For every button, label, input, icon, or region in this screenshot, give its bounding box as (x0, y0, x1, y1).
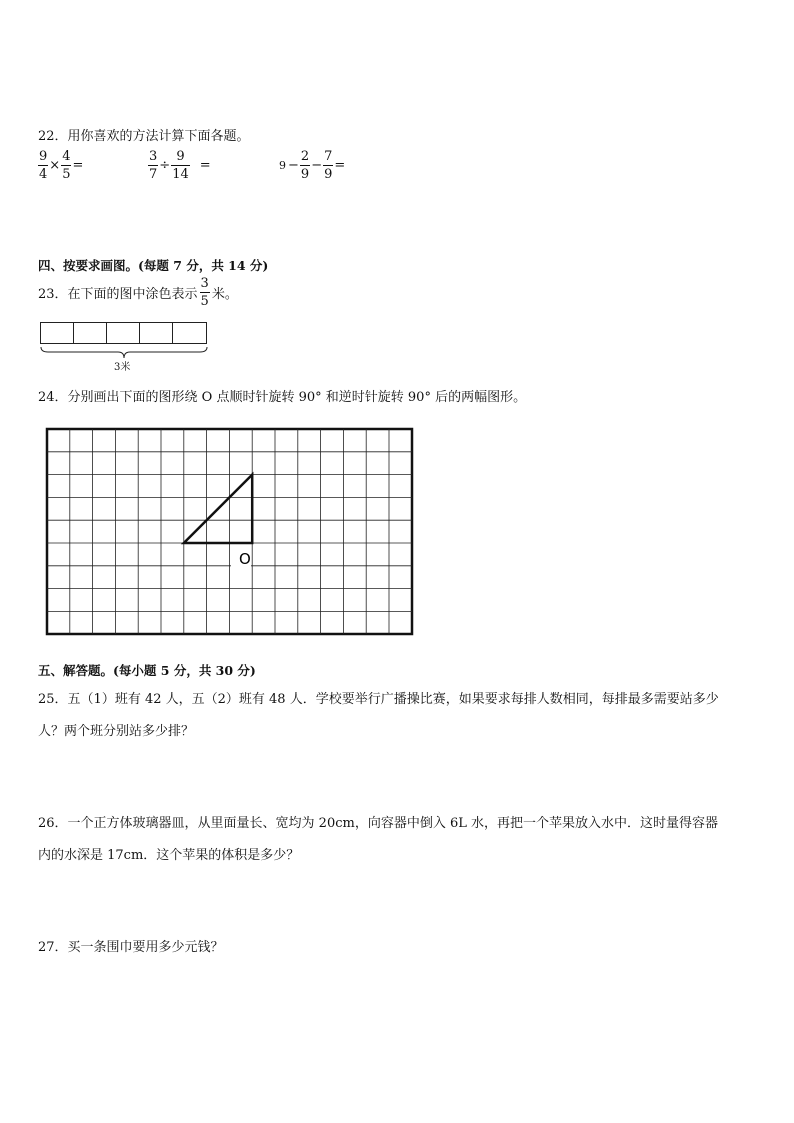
question-26-line1: 26．一个正方体玻璃器皿，从里面量长、宽均为 20cm，向容器中倒入 6L 水，再把一个苹果放入水中．这时量得容器 (38, 816, 718, 831)
rotation-grid[interactable] (44, 426, 416, 638)
expression-22-1 (38, 150, 84, 181)
operator: ÷ (159, 158, 171, 173)
operator: − (311, 158, 323, 173)
question-25-line2: 人？两个班分别站多少排？ (38, 724, 195, 739)
fraction: $\frac{3}{7}$ (149, 149, 158, 182)
bar-segment[interactable] (106, 322, 140, 344)
question-22-text: 22．用你喜欢的方法计算下面各题。 (38, 129, 250, 144)
section-5-title: 五、解答题。(每小题 5 分，共 30 分) (38, 663, 256, 678)
segment-bar-diagram (40, 322, 208, 373)
bar-segment[interactable] (40, 322, 74, 344)
brace-label: 3米 (114, 362, 131, 373)
fraction: $\frac{9}{4}$ (39, 149, 48, 182)
expression-22-2 (148, 150, 212, 181)
equals-sign: = (72, 158, 84, 173)
equals-sign: = (199, 158, 211, 173)
operator: × (49, 158, 61, 173)
fraction: $\frac{7}{9}$ (324, 149, 333, 182)
question-25-line1: 25．五（1）班有 42 人，五（2）班有 48 人．学校要举行广播操比赛，如果要求每排人数相同，每排最多需要站多少 (38, 692, 719, 707)
fraction: $\frac{3}{5}$ (200, 276, 209, 309)
bar-segment[interactable] (73, 322, 107, 344)
section-4-title: 四、按要求画图。(每题 7 分，共 14 分) (38, 258, 269, 273)
equals-sign: = (334, 158, 346, 173)
lead-number: 9 (279, 159, 286, 172)
fraction: $\frac{9}{14}$ (172, 149, 189, 182)
fraction: $\frac{4}{5}$ (62, 149, 71, 182)
question-26-line2: 内的水深是 17cm．这个苹果的体积是多少？ (38, 848, 300, 863)
question-23-text: 23．在下面的图中涂色表示 $\frac{3}{5}$ 米。 (38, 276, 238, 309)
expression-22-3 (278, 150, 346, 181)
point-o-label: O (239, 550, 251, 568)
bar-segment[interactable] (172, 322, 207, 344)
question-24-text: 24．分别画出下面的图形绕 O 点顺时针旋转 90° 和逆时针旋转 90° 后的两幅图形。 (38, 390, 527, 405)
question-27-text: 27．买一条围巾要用多少元钱？ (38, 940, 224, 955)
bar-segment[interactable] (139, 322, 173, 344)
fraction: $\frac{2}{9}$ (300, 149, 310, 182)
operator: − (288, 158, 299, 173)
